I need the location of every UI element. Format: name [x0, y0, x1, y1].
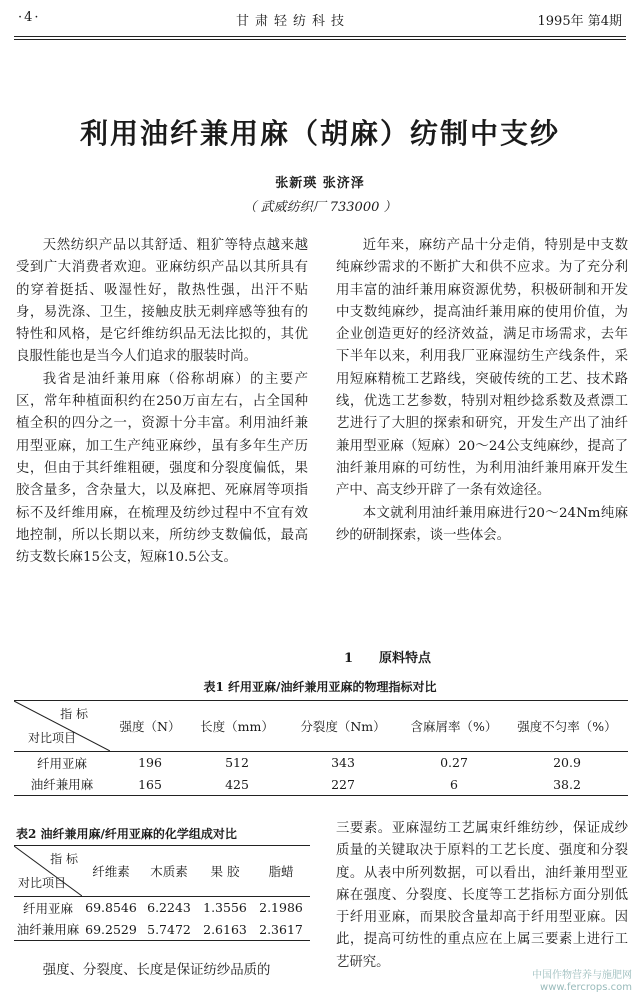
table-cell: 425: [225, 776, 249, 792]
page-number: ·4·: [18, 10, 41, 25]
table-cell: 2.1986: [259, 900, 303, 916]
diag-top-label: 指 标: [60, 707, 88, 721]
column-header: 木质素: [150, 864, 188, 879]
section-heading: [344, 647, 457, 666]
table-cell: 6: [450, 776, 458, 792]
table-cell: 196: [138, 755, 162, 771]
diag-bottom-label: 对比项目: [18, 876, 67, 890]
journal-name: 甘肃轻纺科技: [236, 14, 351, 29]
paragraph: 我省是油纤兼用麻（俗称胡麻）的主要产区，常年种植面积约在250万亩左右，占全国种植全积的四分之一，资源十分丰富。利用油纤兼用型亚麻，加工生产纯亚麻纱，虽有多年生产历史，但由于其纤维粗硬，强度和分裂度偏低，果胶含量多，含杂量大，以及麻把、死麻屑等项指标不及纤维用麻，在梳理及纺纱过程中不宜有效地控制，所以长期以来，所纺纱支数偏低，最高纺支数长麻15公支，短麻10.5公支。: [16, 371, 308, 566]
table-cell: 165: [138, 776, 162, 792]
table-cell: 38.2: [553, 776, 581, 792]
row-label: 油纤兼用麻: [16, 922, 80, 938]
author-affiliation: （ 武威纺织厂 733000 ）: [243, 200, 397, 215]
column-header: 脂蜡: [268, 864, 294, 879]
diag-bottom-label: 对比项目: [28, 731, 77, 745]
watermark-line: 中国作物营养与施肥网: [532, 970, 632, 981]
row-label: 纤用亚麻: [36, 755, 87, 771]
table-cell: 20.9: [553, 755, 581, 771]
column-header: 果 胶: [210, 864, 240, 879]
column-header: 分裂度（Nm）: [300, 719, 386, 734]
table-cell: 2.6163: [203, 921, 247, 937]
row-label: 油纤兼用麻: [30, 777, 94, 793]
header-rule: [14, 36, 626, 37]
right-column: [336, 235, 628, 547]
section-number: 1: [344, 651, 354, 666]
paragraph: 本文就利用油纤兼用麻进行20～24Nm纯麻纱的研制探索，谈一些体会。: [336, 505, 628, 543]
column-header: 纤维素: [92, 864, 130, 879]
table-row: [14, 919, 310, 941]
table-row: [14, 752, 628, 774]
paragraph: 三要素。亚麻湿纺工艺属束纤维纺纱，保证成纱质量的关键取决于原料的工艺长度、强度和分裂度。从表中所列数据，可以看出，油纤兼用型亚麻在强度、分裂度、长度等工艺指标方面分别低于纤用亚麻，而果胶含量却高于纤用型亚麻。因此，提高可纺性的重点应在上属三要素上进行工艺研究。: [336, 821, 628, 970]
column-header: 含麻屑率（%）: [410, 719, 498, 734]
table2: [14, 845, 310, 941]
table-cell: 5.7472: [147, 921, 191, 937]
table2-caption: 表2 油纤兼用麻/纤用亚麻的化学组成对比: [16, 827, 237, 841]
table-cell: 6.2243: [147, 900, 191, 916]
header-rule-thin: [14, 39, 626, 40]
watermark-url: www.fercrops.com: [540, 982, 632, 993]
table-cell: 343: [331, 755, 355, 771]
running-header: [18, 10, 622, 32]
table-header-row: [14, 846, 310, 897]
table-row: [14, 774, 628, 796]
diag-top-label: 指 标: [50, 852, 78, 866]
left-column-bottom: [16, 960, 308, 982]
right-column-continued: [336, 818, 628, 974]
table-cell: 1.3556: [203, 900, 247, 916]
issue-label: 1995年 第4期: [537, 14, 622, 29]
table-cell: 69.2529: [85, 921, 137, 937]
row-label: 纤用亚麻: [22, 900, 73, 916]
watermark: [532, 970, 632, 994]
table1-caption: 表1 纤用亚麻/油纤兼用亚麻的物理指标对比: [203, 680, 437, 694]
table1: [14, 700, 628, 796]
paragraph: 强度、分裂度、长度是保证纺纱品质的: [42, 963, 271, 978]
diagonal-header-cell: [14, 701, 110, 752]
section-title: 原料特点: [379, 651, 432, 666]
article-authors: 张新瑛 张济泽: [275, 176, 365, 191]
table-cell: 2.3617: [259, 921, 303, 937]
column-header: 强度（N）: [119, 719, 181, 734]
column-header: 强度不匀率（%）: [517, 719, 617, 734]
table-cell: 512: [225, 755, 249, 771]
paragraph: 天然纺织产品以其舒适、粗犷等特点越来越受到广大消费者欢迎。亚麻纺织产品以其所具有的穿着挺括、吸湿性好，散热性强，出汗不贴身，易洗涤、卫生，接触皮肤无刺痒感等独有的特性和风格，是它纤维纺织品无法比拟的，其优良服性能也是当今人们追求的服装时尚。: [16, 238, 308, 365]
diagonal-header-cell: [14, 846, 82, 897]
table-cell: 0.27: [440, 755, 468, 771]
table-cell: 69.8546: [85, 900, 137, 916]
paragraph: 近年来，麻纺产品十分走俏，特别是中支数纯麻纱需求的不断扩大和供不应求。为了充分利用丰富的油纤兼用麻资源优势，积极研制和开发中支数纯麻纱，提高油纤兼用麻的使用价值，为企业创造更好的经济效益，满足市场需求，去年下半年以来，利用我厂亚麻湿纺生产线条件，采用短麻精梳工艺路线，突破传统的工艺、技术路线，优选工艺参数，特别对粗纱捻系数及煮漂工艺进行了大胆的探索和研究，开发生产出了油纤兼用型亚麻（短麻）20～24公支纯麻纱，提高了油纤兼用麻的可纺性，为利用油纤兼用麻开发生产中、高支纱开辟了一条有效途径。: [336, 238, 628, 499]
article-title: 利用油纤兼用麻（胡麻）纺制中支纱: [79, 117, 560, 150]
left-column: [16, 235, 308, 569]
column-header: 长度（mm）: [200, 719, 274, 734]
table-cell: 227: [331, 776, 355, 792]
table-header-row: [14, 701, 628, 752]
table-row: [14, 897, 310, 919]
